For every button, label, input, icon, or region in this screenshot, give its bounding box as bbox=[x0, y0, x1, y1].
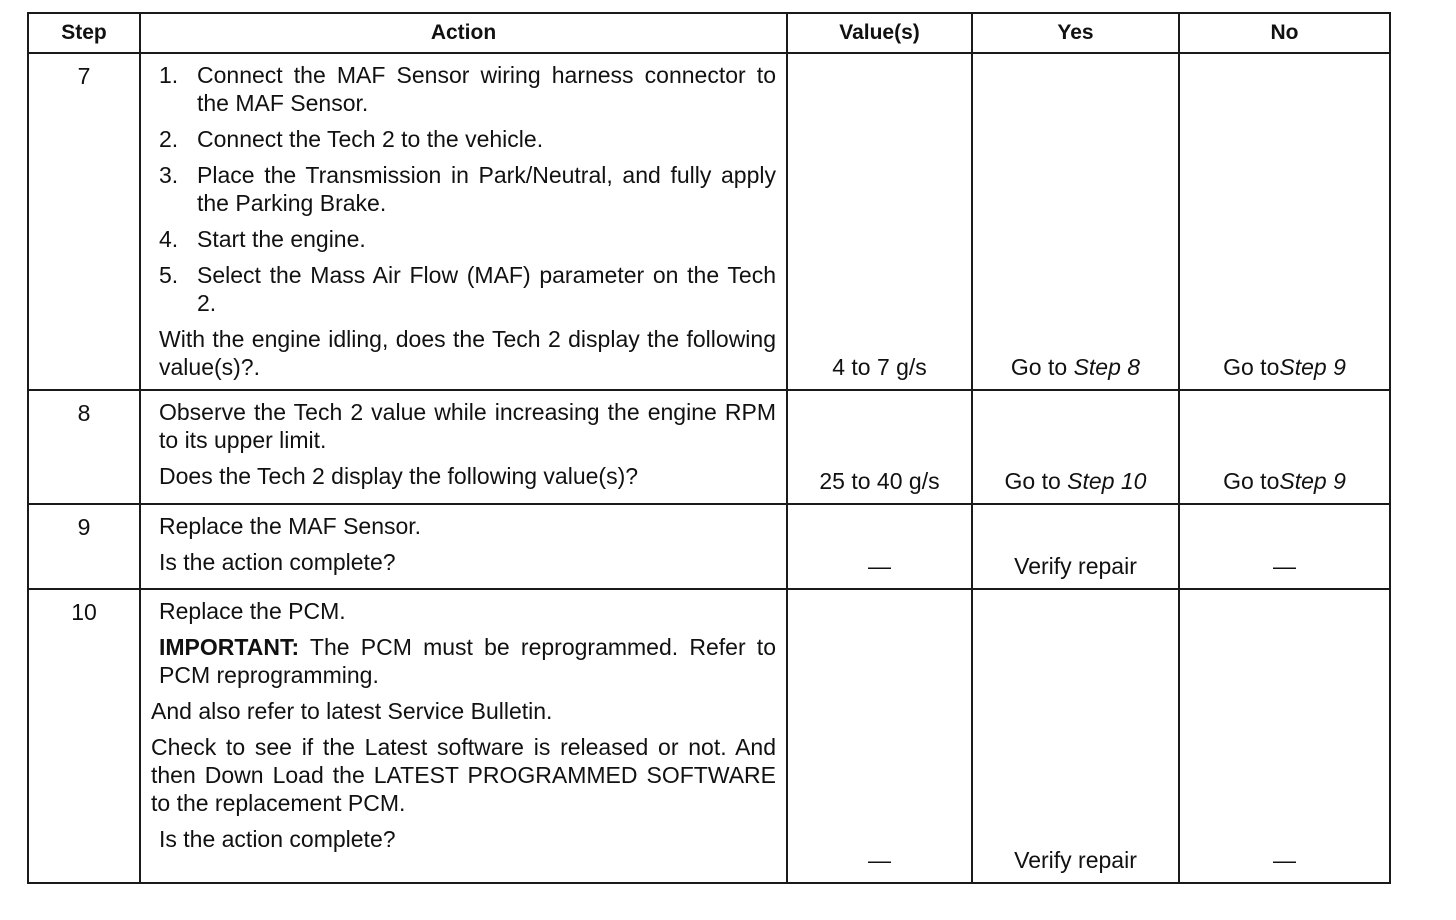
value-cell: 4 to 7 g/s bbox=[787, 53, 972, 390]
action-cell bbox=[140, 589, 787, 883]
header-no: No bbox=[1179, 13, 1390, 53]
yes-prefix: Go to bbox=[1004, 468, 1068, 494]
header-yes: Yes bbox=[972, 13, 1179, 53]
action-item bbox=[159, 161, 776, 217]
value-cell: — bbox=[787, 504, 972, 589]
action-item bbox=[159, 125, 776, 153]
yes-cell: Verify repair bbox=[972, 589, 1179, 883]
item-number: 5. bbox=[159, 262, 179, 288]
action-cell bbox=[140, 504, 787, 589]
table-row bbox=[28, 504, 1390, 589]
action-item bbox=[159, 225, 776, 253]
item-text: Connect the Tech 2 to the vehicle. bbox=[197, 126, 544, 152]
action-cell bbox=[140, 390, 787, 504]
software-note: Check to see if the Latest software is released or not. And then Down Load the LATEST PROGRAMMED SOFTWARE to the replacement PCM. bbox=[151, 734, 776, 816]
no-cell bbox=[1179, 390, 1390, 504]
step-number: 7 bbox=[28, 53, 140, 390]
action-text: Replace the MAF Sensor. bbox=[159, 513, 422, 539]
no-step-link: Step 9 bbox=[1279, 354, 1346, 380]
no-cell: — bbox=[1179, 589, 1390, 883]
yes-step-link: Step 8 bbox=[1073, 354, 1141, 380]
header-row bbox=[28, 13, 1390, 53]
item-number: 3. bbox=[159, 162, 179, 188]
item-text: Connect the MAF Sensor wiring harness connector to the MAF Sensor. bbox=[197, 62, 776, 116]
service-bulletin-note: And also refer to latest Service Bulletin. bbox=[151, 698, 553, 724]
no-cell: — bbox=[1179, 504, 1390, 589]
step-number: 8 bbox=[28, 390, 140, 504]
action-text: Observe the Tech 2 value while increasing the engine RPM to its upper limit. bbox=[159, 399, 776, 453]
header-values: Value(s) bbox=[787, 13, 972, 53]
no-prefix: Go to bbox=[1223, 354, 1280, 380]
yes-prefix: Go to bbox=[1010, 354, 1074, 380]
table-row bbox=[28, 53, 1390, 390]
action-text: Replace the PCM. bbox=[159, 598, 346, 624]
table-row bbox=[28, 589, 1390, 883]
item-number: 2. bbox=[159, 126, 179, 152]
item-text: Place the Transmission in Park/Neutral, and fully apply the Parking Brake. bbox=[197, 162, 776, 216]
item-text: Select the Mass Air Flow (MAF) parameter on the Tech 2. bbox=[197, 262, 776, 316]
action-cell bbox=[140, 53, 787, 390]
no-prefix: Go to bbox=[1223, 468, 1280, 494]
action-question: Is the action complete? bbox=[159, 549, 396, 575]
action-question: Is the action complete? bbox=[159, 826, 396, 852]
item-text: Start the engine. bbox=[197, 226, 366, 252]
important-note bbox=[159, 633, 776, 689]
action-question: With the engine idling, does the Tech 2 display the following value(s)?. bbox=[159, 326, 776, 380]
action-question: Does the Tech 2 display the following value(s)? bbox=[159, 463, 639, 489]
yes-cell bbox=[972, 53, 1179, 390]
item-number: 1. bbox=[159, 62, 179, 88]
no-step-link: Step 9 bbox=[1279, 468, 1346, 494]
action-item bbox=[159, 61, 776, 117]
important-text: The PCM must be reprogrammed. Refer to PCM reprogramming. bbox=[159, 634, 776, 688]
header-step: Step bbox=[28, 13, 140, 53]
table-row bbox=[28, 390, 1390, 504]
header-action: Action bbox=[140, 13, 787, 53]
value-cell: — bbox=[787, 589, 972, 883]
value-cell: 25 to 40 g/s bbox=[787, 390, 972, 504]
yes-cell bbox=[972, 390, 1179, 504]
important-label: IMPORTANT: bbox=[159, 634, 300, 660]
yes-cell: Verify repair bbox=[972, 504, 1179, 589]
action-item bbox=[159, 261, 776, 317]
yes-step-link: Step 10 bbox=[1067, 468, 1147, 494]
no-cell bbox=[1179, 53, 1390, 390]
item-number: 4. bbox=[159, 226, 179, 252]
step-number: 10 bbox=[28, 589, 140, 883]
diagnostic-table bbox=[27, 12, 1391, 884]
step-number: 9 bbox=[28, 504, 140, 589]
